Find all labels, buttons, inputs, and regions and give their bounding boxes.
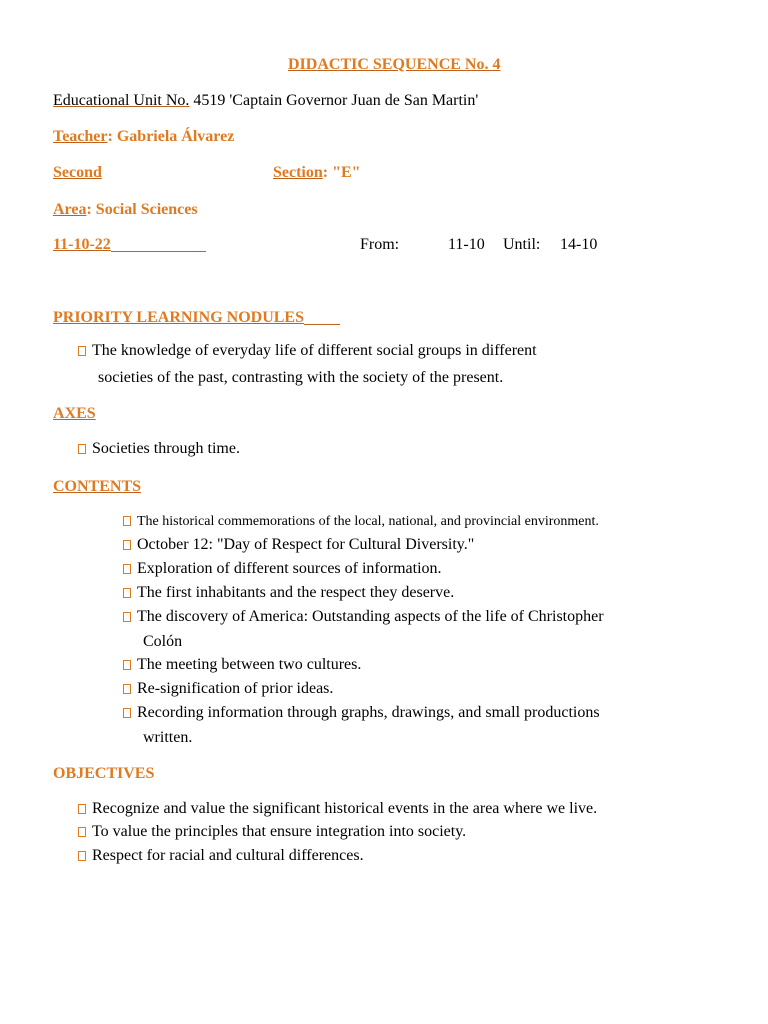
bullet-box-icon <box>123 684 131 694</box>
contents-item <box>123 608 604 626</box>
from-label: From: <box>360 236 400 253</box>
teacher-line <box>53 128 234 146</box>
contents-item-text: Re-signification of prior ideas. <box>137 680 334 697</box>
objectives-item-text: Respect for racial and cultural differences. <box>92 847 364 864</box>
contents-item <box>123 584 454 602</box>
until-value: 14-10 <box>560 236 598 253</box>
contents-heading: CONTENTS <box>53 478 142 495</box>
objectives-item <box>78 800 597 818</box>
axes-heading: AXES <box>53 405 96 422</box>
contents-item <box>123 704 600 722</box>
contents-item-text: The discovery of America: Outstanding aspects of the life of Christopher <box>137 608 604 625</box>
priority-section-heading: PRIORITY LEARNING NODULES <box>53 309 304 326</box>
bullet-box-icon <box>123 540 131 550</box>
section-label: Section <box>273 164 323 181</box>
bullet-box-icon <box>123 516 131 526</box>
bullet-box-icon <box>78 444 86 454</box>
date-line <box>53 236 206 254</box>
bullet-box-icon <box>78 827 86 837</box>
objectives-item <box>78 823 466 841</box>
objectives-heading: OBJECTIVES <box>53 765 155 782</box>
bullet-box-icon <box>78 346 86 356</box>
contents-item-text: Recording information through graphs, drawings, and small productions <box>137 704 600 721</box>
from-value: 11-10 <box>448 236 485 253</box>
contents-item <box>123 536 474 554</box>
contents-item <box>123 513 599 531</box>
contents-item-continuation: written. <box>143 729 193 746</box>
priority-heading-underline <box>304 309 340 325</box>
contents-item-text: Exploration of different sources of information. <box>137 560 442 577</box>
bullet-box-icon <box>123 708 131 718</box>
bullet-box-icon <box>78 804 86 814</box>
until-label: Until: <box>503 236 541 253</box>
teacher-name: : Gabriela Álvarez <box>107 128 235 145</box>
document-title: DIDACTIC SEQUENCE No. 4 <box>288 56 501 73</box>
contents-item-text: The meeting between two cultures. <box>137 656 362 673</box>
priority-item <box>78 342 537 360</box>
educational-unit-value: 4519 'Captain Governor Juan de San Martin' <box>189 92 479 109</box>
date-value: 11-10-22 <box>53 236 111 253</box>
area-label: Area <box>53 201 87 218</box>
grade-label: Second <box>53 164 102 181</box>
priority-section-heading-line <box>53 309 340 327</box>
bullet-box-icon <box>123 564 131 574</box>
contents-item <box>123 656 361 674</box>
contents-item <box>123 560 442 578</box>
contents-item <box>123 680 333 698</box>
educational-unit-label: Educational Unit No. <box>53 92 190 109</box>
contents-item-continuation: Colón <box>143 633 183 650</box>
date-underline <box>111 236 206 252</box>
bullet-box-icon <box>123 612 131 622</box>
contents-item-text: October 12: "Day of Respect for Cultural Diversity." <box>137 536 475 553</box>
section-value: : "E" <box>322 164 361 181</box>
objectives-item-text: Recognize and value the significant historical events in the area where we live. <box>92 800 598 817</box>
teacher-label: Teacher <box>53 128 108 145</box>
objectives-item <box>78 847 364 865</box>
bullet-box-icon <box>78 851 86 861</box>
axes-item-text: Societies through time. <box>92 440 240 457</box>
objectives-item-text: To value the principles that ensure integration into society. <box>92 823 467 840</box>
bullet-box-icon <box>123 660 131 670</box>
axes-item <box>78 440 240 458</box>
contents-item-text: The first inhabitants and the respect they deserve. <box>137 584 455 601</box>
area-value: : Social Sciences <box>86 201 198 218</box>
contents-item-text: The historical commemorations of the local, national, and provincial environment. <box>137 514 599 529</box>
priority-item-line1: The knowledge of everyday life of different social groups in different <box>92 342 537 359</box>
section-line <box>273 164 361 182</box>
educational-unit-line <box>53 92 478 110</box>
bullet-box-icon <box>123 588 131 598</box>
priority-item-line2: societies of the past, contrasting with the society of the present. <box>98 369 504 386</box>
area-line <box>53 201 198 219</box>
